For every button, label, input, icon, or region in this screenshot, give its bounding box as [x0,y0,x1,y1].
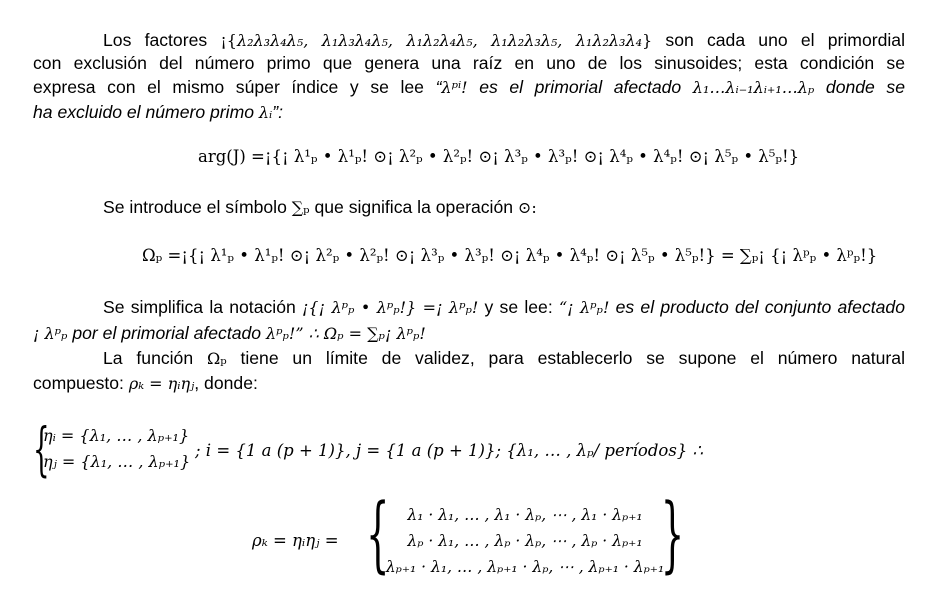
para1-text-end: son cada uno el primordial [665,30,905,50]
matrix-right-brace: } [660,487,684,582]
omega-definition: λᵖₚ!” ∴ Ωₚ = ∑ₚ¡ λᵖₚ! [265,324,426,343]
eta-i-row: ηᵢ = {λ₁, … , λₚ₊₁} [43,426,190,445]
para4-line2-end: , donde: [194,373,258,393]
matrix-row-2: λₚ · λ₁, … , λₚ · λₚ, ⋯ , λₚ · λₚ₊₁ [407,532,643,550]
para2-text-start: Se introduce el símbolo [103,197,287,217]
eta-j-row: ηⱼ = {λ₁, … , λₚ₊₁} [43,452,191,471]
para3-text-mid: y se lee: [484,297,553,317]
para1-line2: con exclusión del número primo que genera una raíz en uno de los sinusoides; esta condición se [33,53,905,73]
equation-arg-j-text: arg(J) =¡{¡ λ¹ₚ • λ¹ₚ! ⊙¡ λ²ₚ • λ²ₚ! ⊙¡ λ³ₚ • λ³ₚ! ⊙¡ λ⁴ₚ • λ⁴ₚ! ⊙¡ λ⁵ₚ • λ⁵ₚ!} [198,147,800,166]
para3-text-italic: es el producto del conjunto afectado [615,297,905,317]
para1-line3-italic: es el primorial afectado [479,77,682,97]
omega-p-symbol: Ωₚ [206,349,227,368]
factor-set-open: ¡{ [220,31,237,50]
para1-line3-end: donde se [825,77,906,97]
equation-arg-j [198,147,799,166]
matrix-lhs-text: ρₖ = ηᵢηⱼ = [252,531,339,550]
affected-set: ¡ λᵖₚ [33,324,68,343]
product-matrix [366,487,684,582]
system-left-brace: { [33,415,50,483]
system-conditions-text: ; i = {1 a (p + 1)}, j = {1 a (p + 1)}; {λ₁, … , λₚ/ períodos} ∴ [195,441,704,460]
matrix-row-1: λ₁ · λ₁, … , λ₁ · λₚ, ⋯ , λ₁ · λₚ₊₁ [407,506,643,524]
paragraph-funcion [33,347,905,371]
quote-open: “ [435,77,442,97]
matrix-left-brace: { [366,487,390,582]
paragraph-notacion-line2 [33,322,905,346]
notation-expression: ¡{¡ λᵖₚ • λᵖₚ!} =¡ λᵖₚ! [302,298,479,317]
para3-line2-italic: por el primorial afectado [72,323,262,343]
paragraph-factores [33,29,905,53]
paragraph-notacion [33,296,905,320]
matrix-lhs [252,531,339,550]
paragraph-simbolo [33,196,905,220]
paragraph-factores-line4 [33,101,905,125]
para1-line3-text: expresa con el mismo súper índice y se lee [33,77,424,97]
para4-text-start: La función [103,348,194,368]
paragraph-factores-line2 [33,52,905,76]
factor-set-items: λ₂λ₃λ₄λ₅, λ₁λ₃λ₄λ₅, λ₁λ₂λ₄λ₅, λ₁λ₂λ₃λ₅, λ₁λ₂λ₃λ₄ [236,31,642,50]
para1-text-start: Los factores [103,30,208,50]
equation-omega-p-text: Ωₚ =¡{¡ λ¹ₚ • λ¹ₚ! ⊙¡ λ²ₚ • λ²ₚ! ⊙¡ λ³ₚ • λ³ₚ! ⊙¡ λ⁴ₚ • λ⁴ₚ! ⊙¡ λ⁵ₚ • λ⁵ₚ!} = ∑ₚ¡ {¡ λᵖₚ • λᵖₚ!} [142,246,878,265]
para2-text-end: que significa la operación [314,197,514,217]
system-conditions [195,441,703,460]
paragraph-factores-line3 [33,76,905,100]
para1-line4-text: ha excluido el número primo [33,102,255,122]
para3-text-start: Se simplifica la notación [103,297,296,317]
matrix-row-3: λₚ₊₁ · λ₁, … , λₚ₊₁ · λₚ, ⋯ , λₚ₊₁ · λₚ₊₁ [385,558,665,576]
lambda-sequence: λ₁…λᵢ₋₁λᵢ₊₁…λₚ [692,78,815,97]
sigma-p-symbol: ∑ₚ [291,198,310,217]
odot-operator: ⊙: [517,198,537,217]
lambda-i: λᵢ [258,103,273,122]
quote-close: ”: [272,102,284,122]
rho-k-definition: ρₖ = ηᵢηⱼ [128,374,195,393]
lambda-i-p-factorial: λᵖⁱ! [441,78,468,97]
paragraph-funcion-line2 [33,372,905,396]
notation-quote: “¡ λᵖₚ! [558,298,610,317]
equation-omega-p [142,246,877,265]
factor-set-close: } [642,31,653,50]
para4-text-end: tiene un límite de validez, para establecerlo se supone el número natural [240,348,905,368]
para4-line2-text: compuesto: [33,373,124,393]
